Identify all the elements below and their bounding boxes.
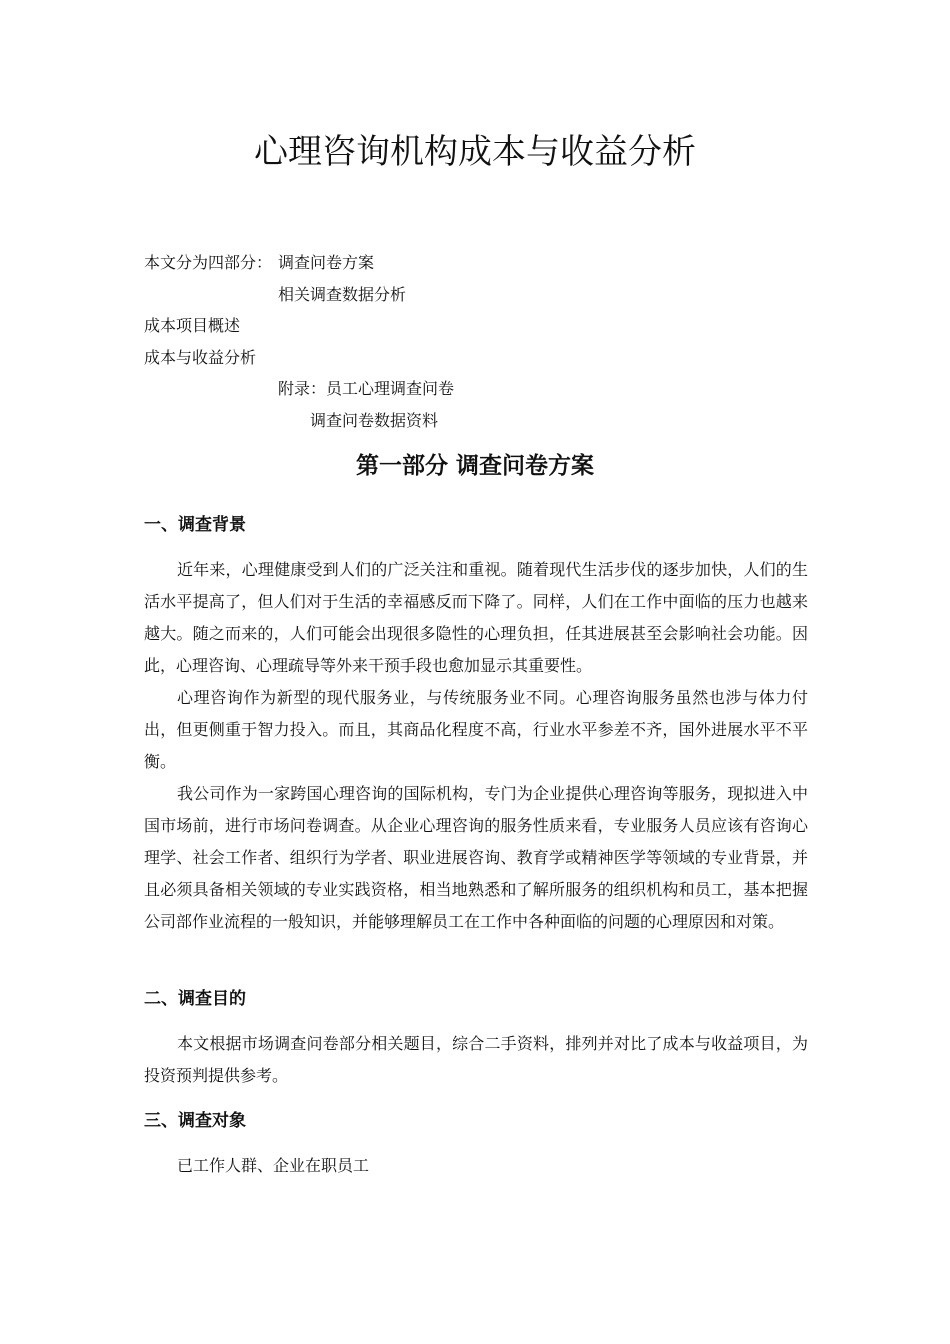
toc-item: 成本与收益分析 xyxy=(144,348,257,367)
toc-item: 相关调查数据分析 xyxy=(278,285,407,304)
part-one-title: 第一部分 调查问卷方案 xyxy=(355,453,594,479)
paragraph: 本文根据市场调查问卷部分相关题目，综合二手资料，排列并对比了成本与收益项目，为投资预判提供参考。 xyxy=(144,1034,808,1085)
paragraph: 我公司作为一家跨国心理咨询的国际机构，专门为企业提供心理咨询等服务，现拟进入中国市场前，进行市场问卷调查。从企业心理咨询的服务性质来看，专业服务人员应该有咨询心理学、社会工作者、组织行为学者、职业进展咨询、教育学或精神医学等领域的专业背景，并且必须具备相关领域的专业实践资格，相当地熟悉和了解所服务的组织机构和员工，基本把握公司部作业流程的一般知识，并能够理解员工在工作中各种面临的问题的心理原因和对策。 xyxy=(144,784,808,931)
paragraph: 近年来，心理健康受到人们的广泛关注和重视。随着现代生活步伐的逐步加快，人们的生活水平提高了，但人们对于生活的幸福感反而下降了。同样，人们在工作中面临的压力也越来越大。随之而来的，人们可能会出现很多隐性的心理负担，任其进展甚至会影响社会功能。因此，心理咨询、心理疏导等外来干预手段也愈加显示其重要性。 xyxy=(144,560,808,675)
section-heading-purpose: 二、调查目的 xyxy=(144,989,246,1009)
toc-item: 调查问卷数据资料 xyxy=(310,411,439,430)
paragraph: 已工作人群、企业在职员工 xyxy=(177,1156,370,1175)
toc-item: 成本项目概述 xyxy=(144,316,241,335)
section-heading-background: 一、调查背景 xyxy=(144,515,246,535)
toc-intro-label: 本文分为四部分： xyxy=(144,253,273,272)
toc-item: 调查问卷方案 xyxy=(278,253,375,272)
section-heading-subjects: 三、调查对象 xyxy=(144,1111,246,1131)
document-title: 心理咨询机构成本与收益分析 xyxy=(254,132,696,172)
toc-item: 附录：员工心理调查问卷 xyxy=(278,379,455,398)
paragraph: 心理咨询作为新型的现代服务业，与传统服务业不同。心理咨询服务虽然也涉与体力付出，但更侧重于智力投入。而且，其商品化程度不高，行业水平参差不齐，国外进展水平不平衡。 xyxy=(144,688,808,771)
